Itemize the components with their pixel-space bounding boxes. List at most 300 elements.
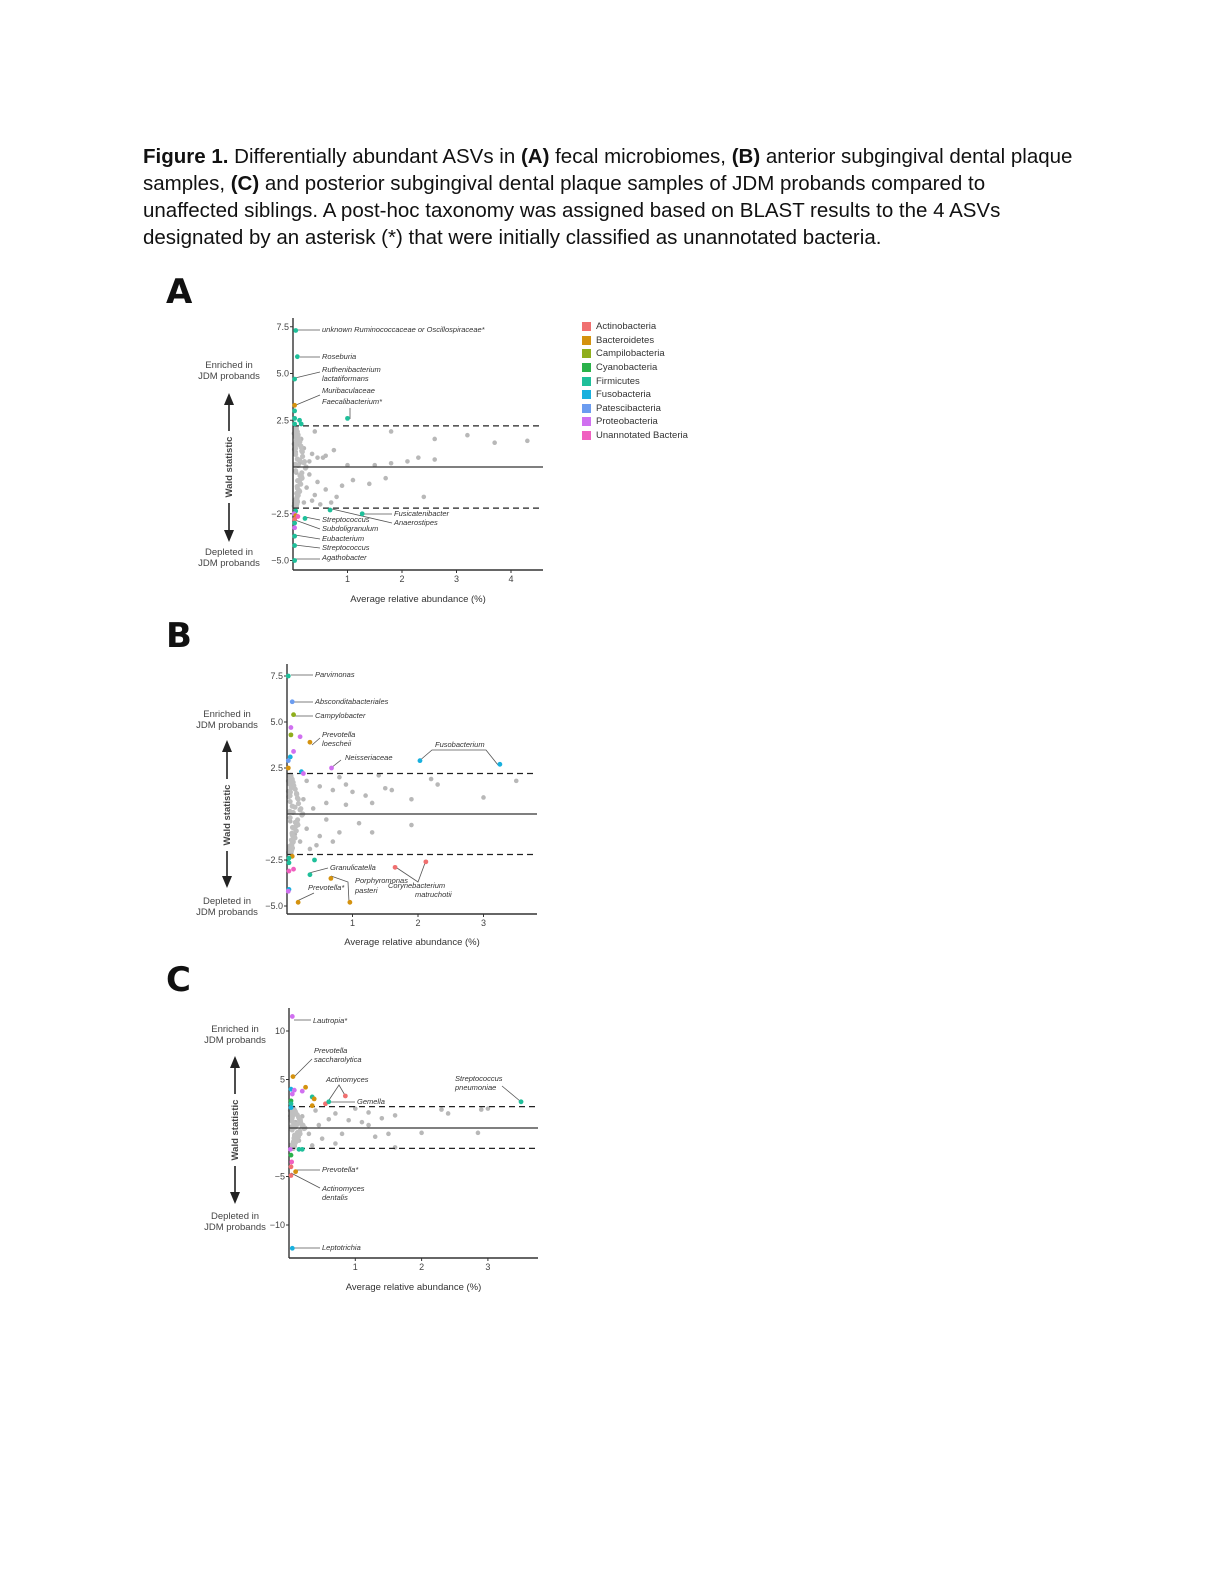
background-point xyxy=(298,1120,303,1125)
annotation-leader xyxy=(418,750,498,765)
y-tick-label: 2.5 xyxy=(270,763,283,773)
y-tick-label: 5.0 xyxy=(270,717,283,727)
taxon-annotation: Prevotella xyxy=(314,1046,348,1055)
background-point xyxy=(332,448,337,453)
taxon-annotation: Parvimonas xyxy=(315,670,355,679)
taxon-annotation: Anaerostipes xyxy=(394,518,438,527)
taxon-point xyxy=(310,1103,315,1108)
taxon-annotation: Subdoligranulum xyxy=(322,524,379,533)
taxon-annotation: matruchotii xyxy=(415,890,452,899)
x-axis-label: Average relative abundance (%) xyxy=(350,594,486,605)
taxon-point xyxy=(288,1147,293,1152)
taxon-point xyxy=(286,766,291,771)
taxon-annotation: Porphyromonas xyxy=(355,876,408,885)
taxon-point xyxy=(286,758,291,763)
taxon-point xyxy=(292,416,297,421)
background-point xyxy=(326,1117,331,1122)
background-point xyxy=(307,472,312,477)
background-point xyxy=(383,476,388,481)
background-point xyxy=(313,493,318,498)
labeled-taxon-point xyxy=(345,416,350,421)
background-point xyxy=(331,839,336,844)
background-point xyxy=(301,797,306,802)
background-point xyxy=(308,847,313,852)
taxon-annotation: Roseburia xyxy=(322,352,357,361)
taxon-point xyxy=(289,1105,294,1110)
taxon-annotation: unknown Ruminococcaceae or Oscillospiraceae* xyxy=(322,325,485,334)
taxon-point xyxy=(289,725,294,730)
legend-label: Actinobacteria xyxy=(596,321,657,333)
taxon-point xyxy=(301,771,306,776)
phylum-legend xyxy=(582,320,688,442)
background-point xyxy=(298,839,303,844)
depleted-label: JDM probands xyxy=(196,907,258,918)
labeled-taxon-point xyxy=(289,1173,294,1178)
up-arrow-icon xyxy=(230,1056,240,1068)
taxon-annotation: Absconditabacteriales xyxy=(315,697,389,706)
background-point xyxy=(419,1131,424,1136)
caption-part: (A) xyxy=(520,145,550,168)
background-point xyxy=(315,480,320,485)
background-point xyxy=(344,782,349,787)
labeled-taxon-point xyxy=(290,699,295,704)
legend-swatch xyxy=(582,336,591,345)
panel-c-plot xyxy=(204,1008,538,1293)
background-point xyxy=(313,429,318,434)
annotation-leader xyxy=(297,893,314,901)
labeled-taxon-point xyxy=(286,674,291,679)
background-point xyxy=(329,500,334,505)
taxon-point xyxy=(312,1097,317,1102)
background-point xyxy=(429,777,434,782)
background-point xyxy=(383,786,388,791)
legend-label: Firmicutes xyxy=(596,375,640,387)
legend-swatch xyxy=(582,322,591,331)
enriched-label: Enriched in xyxy=(203,709,251,720)
caption-lead: Figure 1. xyxy=(143,145,229,168)
taxon-annotation: Granulicatella xyxy=(330,863,376,872)
depleted-label: Depleted in xyxy=(202,896,252,907)
background-point xyxy=(290,1119,295,1124)
background-point xyxy=(313,1108,318,1113)
legend-swatch xyxy=(582,404,591,413)
background-point xyxy=(380,1116,385,1121)
up-arrow-icon xyxy=(224,393,234,405)
background-point xyxy=(389,429,394,434)
background-point xyxy=(405,459,410,464)
background-point xyxy=(331,788,336,793)
labeled-taxon-point xyxy=(347,900,352,905)
background-point xyxy=(310,452,315,457)
up-arrow-icon xyxy=(222,740,232,752)
enriched-label: JDM probands xyxy=(198,371,260,382)
background-point xyxy=(317,1123,322,1128)
taxon-annotation: Eubacterium xyxy=(322,534,365,543)
panel-label-b: B xyxy=(166,616,192,656)
depleted-label: JDM probands xyxy=(204,1222,266,1233)
background-point xyxy=(317,784,322,789)
labeled-taxon-point xyxy=(292,558,297,563)
background-point xyxy=(298,444,303,449)
legend-swatch xyxy=(582,377,591,386)
background-point xyxy=(422,495,427,500)
background-point xyxy=(350,790,355,795)
taxon-point xyxy=(287,860,292,865)
background-point xyxy=(295,456,300,461)
caption-part: (C) xyxy=(230,172,260,195)
taxon-point xyxy=(287,869,292,874)
annotation-leader xyxy=(309,868,328,873)
x-axis-label: Average relative abundance (%) xyxy=(345,1282,482,1293)
background-point xyxy=(295,817,300,822)
x-tick-label: 1 xyxy=(344,574,351,584)
taxon-annotation: pneumoniae xyxy=(455,1083,497,1092)
legend-label: Unannotated Bacteria xyxy=(596,430,688,442)
y-tick-label: 2.5 xyxy=(276,415,289,426)
taxon-annotation: Lautropia* xyxy=(313,1016,348,1025)
background-point xyxy=(333,1141,338,1146)
panel-a-plot xyxy=(198,318,543,605)
x-tick-label: 2 xyxy=(415,918,421,928)
legend-item xyxy=(582,429,688,443)
background-point xyxy=(337,830,342,835)
labeled-taxon-point xyxy=(393,865,398,870)
background-point xyxy=(390,788,395,793)
background-point xyxy=(351,478,356,483)
y-tick-label: 10 xyxy=(274,1026,285,1036)
background-point xyxy=(476,1131,481,1136)
taxon-point xyxy=(292,409,297,414)
background-point xyxy=(297,1128,302,1133)
background-point xyxy=(298,806,303,811)
labeled-taxon-point xyxy=(295,354,300,359)
background-point xyxy=(514,779,519,784)
background-point xyxy=(346,1118,351,1123)
background-point xyxy=(416,455,421,460)
legend-label: Bacteroidetes xyxy=(596,334,655,346)
background-point xyxy=(367,482,372,487)
labeled-taxon-point xyxy=(308,872,313,877)
background-point xyxy=(393,1113,398,1118)
background-point xyxy=(288,776,293,781)
background-point xyxy=(324,817,329,822)
background-point xyxy=(323,487,328,492)
enriched-label: Enriched in xyxy=(211,1024,259,1035)
taxon-annotation: Campylobacter xyxy=(315,711,366,720)
taxon-annotation: Prevotella* xyxy=(308,883,345,892)
background-point xyxy=(324,801,329,806)
legend-label: Campilobacteria xyxy=(596,348,665,360)
background-point xyxy=(296,801,301,806)
labeled-taxon-point xyxy=(423,859,428,864)
taxon-annotation: Streptococcus xyxy=(322,515,370,524)
background-point xyxy=(393,1145,398,1150)
labeled-taxon-point xyxy=(329,766,334,771)
enriched-label: Enriched in xyxy=(205,360,253,371)
x-tick-label: 1 xyxy=(352,1262,358,1272)
taxon-annotation: Faecalibacterium* xyxy=(322,397,383,406)
background-point xyxy=(366,1110,371,1115)
taxon-point xyxy=(299,422,304,427)
taxon-annotation: dentalis xyxy=(322,1193,348,1202)
annotation-leader xyxy=(295,372,320,378)
labeled-taxon-point xyxy=(343,1094,348,1099)
enriched-label: JDM probands xyxy=(196,720,258,731)
legend-item xyxy=(582,402,688,416)
legend-item xyxy=(582,320,688,334)
taxon-annotation: loescheii xyxy=(322,739,352,748)
taxon-point xyxy=(289,1153,294,1158)
caption-part: and posterior subgingival dental plaque samples of JDM probands compared to unaffected siblings. A post-hoc taxonomy was assigned based on BLAST results to the 4 ASVs designated by an asterisk (*) that were initially classified as unannotated bacteria. xyxy=(143,172,1001,249)
background-point xyxy=(492,440,497,445)
annotation-leader xyxy=(295,520,320,529)
taxon-point xyxy=(300,1147,305,1152)
x-tick-label: 2 xyxy=(419,1262,425,1272)
background-point xyxy=(303,465,308,470)
taxon-annotation: saccharolytica xyxy=(314,1055,362,1064)
background-point xyxy=(366,1123,371,1128)
y-tick-label: −2.5 xyxy=(271,508,289,519)
background-point xyxy=(291,1136,296,1141)
taxon-point xyxy=(312,858,317,863)
background-point xyxy=(323,453,328,458)
background-point xyxy=(409,797,414,802)
background-point xyxy=(290,804,295,809)
legend-swatch xyxy=(582,417,591,426)
legend-item xyxy=(582,415,688,429)
labeled-taxon-point xyxy=(292,534,297,539)
taxon-annotation: pasteri xyxy=(355,886,378,895)
background-point xyxy=(373,1134,378,1139)
background-point xyxy=(314,843,319,848)
labeled-taxon-point xyxy=(292,403,297,408)
taxon-annotation: Muribaculaceae xyxy=(322,386,375,395)
labeled-taxon-point xyxy=(292,543,297,548)
taxon-annotation: Corynebacterium xyxy=(388,881,446,890)
background-point xyxy=(334,495,339,500)
taxon-annotation: Actinomyces xyxy=(326,1075,369,1084)
legend-item xyxy=(582,374,688,388)
taxon-annotation: Ruthenibacterium xyxy=(322,365,381,374)
background-point xyxy=(294,496,299,501)
labeled-taxon-point xyxy=(293,1169,298,1174)
background-point xyxy=(307,1132,312,1137)
background-point xyxy=(289,785,294,790)
taxon-point xyxy=(291,749,296,754)
taxon-point xyxy=(298,734,303,739)
background-point xyxy=(288,799,293,804)
taxon-point xyxy=(290,1092,295,1097)
panel-label-a: A xyxy=(166,272,193,312)
legend-label: Proteobacteria xyxy=(596,416,658,428)
legend-item xyxy=(582,347,688,361)
taxon-annotation: Actinomyces xyxy=(322,1184,365,1193)
caption-part: fecal microbiomes, xyxy=(549,145,732,168)
annotation-leader xyxy=(296,395,320,405)
labeled-taxon-point xyxy=(303,516,308,521)
background-point xyxy=(317,834,322,839)
background-point xyxy=(291,1111,296,1116)
taxon-point xyxy=(287,856,292,861)
labeled-taxon-point xyxy=(326,1099,331,1104)
labeled-taxon-point xyxy=(290,1246,295,1251)
legend-label: Cyanobacteria xyxy=(596,362,658,374)
labeled-taxon-point xyxy=(293,328,298,333)
x-axis-label: Average relative abundance (%) xyxy=(344,937,480,948)
legend-item xyxy=(582,361,688,375)
panel-b-plot xyxy=(196,664,537,948)
background-point xyxy=(360,1120,365,1125)
x-tick-label: 3 xyxy=(485,1262,491,1272)
background-point xyxy=(302,459,307,464)
background-point xyxy=(289,843,294,848)
background-point xyxy=(363,793,368,798)
caption-part: (B) xyxy=(731,145,761,168)
labeled-taxon-point xyxy=(292,521,297,526)
labeled-taxon-point xyxy=(290,1014,295,1019)
labeled-taxon-point xyxy=(328,876,333,881)
labeled-taxon-point xyxy=(292,377,297,382)
annotation-leader xyxy=(312,738,320,745)
background-point xyxy=(340,1132,345,1137)
background-point xyxy=(294,428,299,433)
legend-swatch xyxy=(582,349,591,358)
x-tick-label: 1 xyxy=(349,918,356,928)
background-point xyxy=(481,795,486,800)
legend-item xyxy=(582,388,688,402)
background-point xyxy=(289,831,294,836)
y-tick-label: −5.0 xyxy=(265,901,283,911)
depleted-label: Depleted in xyxy=(210,1211,260,1222)
labeled-taxon-point xyxy=(291,1074,296,1079)
labeled-taxon-point xyxy=(308,740,313,745)
taxon-point xyxy=(289,732,294,737)
background-point xyxy=(446,1111,451,1116)
down-arrow-icon xyxy=(224,530,234,542)
taxon-point xyxy=(292,422,297,427)
taxon-annotation: Streptococcus xyxy=(455,1074,503,1083)
annotation-leader xyxy=(502,1086,520,1101)
background-point xyxy=(479,1107,484,1112)
taxon-annotation: Prevotella* xyxy=(322,1165,359,1174)
background-point xyxy=(291,1142,296,1147)
background-point xyxy=(409,823,414,828)
background-point xyxy=(370,830,375,835)
background-point xyxy=(465,433,470,438)
y-tick-label: 5 xyxy=(279,1074,285,1085)
taxon-annotation: Agathobacter xyxy=(322,553,367,562)
background-point xyxy=(432,457,437,462)
labeled-taxon-point xyxy=(497,762,502,767)
background-point xyxy=(311,806,316,811)
taxon-point xyxy=(292,525,297,530)
labeled-taxon-point xyxy=(418,758,423,763)
y-tick-label: −10 xyxy=(269,1220,285,1230)
depleted-label: JDM probands xyxy=(198,558,260,569)
background-point xyxy=(304,826,309,831)
annotation-leader xyxy=(295,535,320,539)
y-axis-label: Wald statistic xyxy=(230,1099,241,1161)
taxon-point xyxy=(303,1085,308,1090)
background-point xyxy=(304,779,309,784)
caption-part: anterior subgingival dental plaque samples, xyxy=(143,145,1073,195)
enriched-label: JDM probands xyxy=(204,1035,266,1046)
labeled-taxon-point xyxy=(519,1099,524,1104)
background-point xyxy=(307,459,312,464)
taxon-annotation: Streptococcus xyxy=(322,543,370,552)
background-point xyxy=(294,438,299,443)
legend-swatch xyxy=(582,390,591,399)
annotation-leader xyxy=(295,545,320,548)
taxon-point xyxy=(289,1164,294,1169)
background-point xyxy=(300,449,305,454)
labeled-taxon-point xyxy=(291,712,296,717)
caption-part: Differentially abundant ASVs in xyxy=(228,145,521,168)
background-point xyxy=(296,796,301,801)
annotation-leader xyxy=(295,1059,312,1076)
background-point xyxy=(389,461,394,466)
background-point xyxy=(299,812,304,817)
down-arrow-icon xyxy=(230,1192,240,1204)
down-arrow-icon xyxy=(222,876,232,888)
legend-swatch xyxy=(582,363,591,372)
y-tick-label: 7.5 xyxy=(276,321,289,332)
background-point xyxy=(288,815,293,820)
taxon-annotation: Prevotella xyxy=(322,730,356,739)
background-point xyxy=(304,485,309,490)
background-point xyxy=(302,500,307,505)
legend-swatch xyxy=(582,431,591,440)
taxon-annotation: Fusicatenibacter xyxy=(394,509,450,518)
taxon-annotation: Fusobacterium xyxy=(435,740,485,749)
taxon-annotation: Neisseriaceae xyxy=(345,753,393,762)
annotation-leader xyxy=(291,1173,320,1188)
labeled-taxon-point xyxy=(328,508,333,513)
background-point xyxy=(525,439,530,444)
taxon-point xyxy=(291,867,296,872)
y-tick-label: 5.0 xyxy=(276,368,289,379)
background-point xyxy=(318,502,323,507)
taxon-annotation: Leptotrichia xyxy=(322,1243,361,1252)
taxon-annotation: lactatiformans xyxy=(322,374,369,383)
x-tick-label: 2 xyxy=(399,574,405,584)
x-tick-label: 3 xyxy=(453,574,460,584)
x-tick-label: 4 xyxy=(508,574,514,584)
background-point xyxy=(293,468,298,473)
taxon-annotation: Gemella xyxy=(357,1097,385,1106)
background-point xyxy=(333,1111,338,1116)
y-axis-label: Wald statistic xyxy=(222,784,233,846)
background-point xyxy=(386,1132,391,1137)
y-tick-label: −5 xyxy=(274,1171,285,1182)
x-tick-label: 3 xyxy=(480,918,487,928)
background-point xyxy=(370,801,375,806)
background-point xyxy=(310,498,315,503)
legend-label: Patescibacteria xyxy=(596,402,661,414)
taxon-point xyxy=(286,889,291,894)
taxon-point xyxy=(289,1160,294,1165)
panel-label-c: C xyxy=(166,960,191,1000)
background-point xyxy=(340,483,345,488)
background-point xyxy=(439,1107,444,1112)
labeled-taxon-point xyxy=(296,900,301,905)
background-point xyxy=(315,455,320,460)
depleted-label: Depleted in xyxy=(204,547,254,558)
background-point xyxy=(357,821,362,826)
taxon-point xyxy=(300,1089,305,1094)
background-point xyxy=(295,484,300,489)
background-point xyxy=(435,782,440,787)
